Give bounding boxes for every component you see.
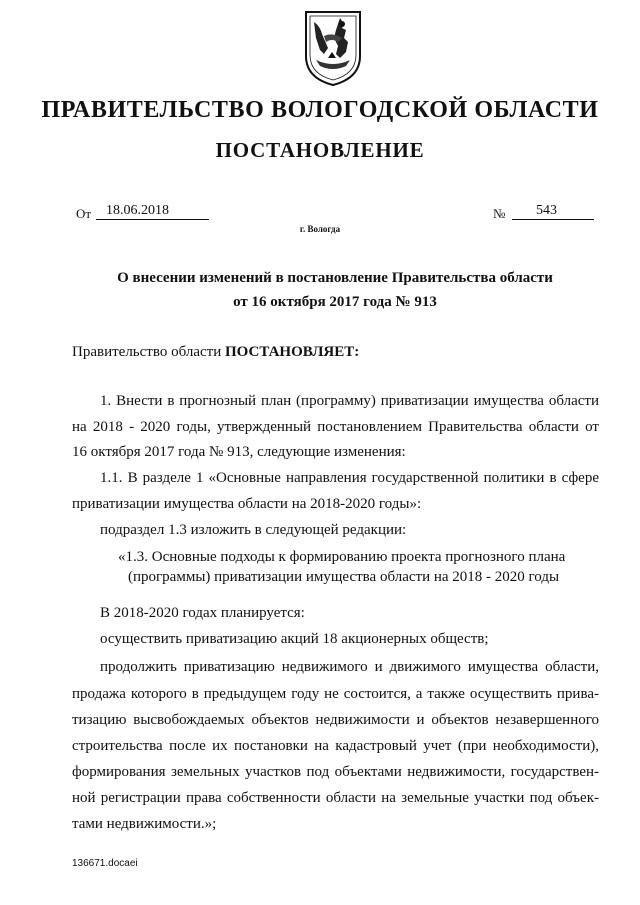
coat-of-arms-emblem — [302, 8, 364, 88]
city-label: г. Вологда — [299, 224, 341, 234]
plan-line: В 2018-2020 годах планируется: — [100, 605, 305, 621]
number-value: 543 — [512, 203, 594, 220]
preamble — [72, 343, 359, 361]
property-line-3: тизацию высвобождаемых объектов недвижимости и объектов незавершенного — [72, 712, 599, 728]
preamble-text: Правительство области — [72, 344, 225, 360]
item1-line-2: на 2018 - 2020 годы, утвержденный постановлением Правительства области от — [72, 419, 599, 435]
quote-line-1: «1.3. Основные подходы к формированию проекта прогнозного плана — [118, 549, 566, 565]
quote-line-2: (программы) приватизации имущества области на 2018 - 2020 годы — [128, 569, 560, 585]
property-line-5: формирования земельных участков под объектами недвижимости, государствен- — [72, 764, 599, 780]
property-line-2: продажа которого в предыдущем году не состоится, а также осуществить прива- — [72, 686, 599, 702]
preamble-bold: ПОСТАНОВЛЯЕТ: — [224, 344, 360, 360]
file-code: 136671.docaei — [72, 858, 138, 869]
item11-line-1: 1.1. В разделе 1 «Основные направления государственной политики в сфере — [100, 470, 599, 486]
property-line-1: продолжить приватизацию недвижимого и движимого имущества области, — [100, 659, 599, 675]
subsection-line: подраздел 1.3 изложить в следующей редакции: — [100, 522, 407, 538]
document-title — [60, 266, 610, 314]
document-type: ПОСТАНОВЛЕНИЕ — [215, 138, 425, 162]
property-line-7: тами недвижимости.»; — [72, 816, 217, 832]
property-line-6: ной регистрации права собственности области на земельные участки под объек- — [72, 790, 599, 806]
item11-line-2: приватизации имущества области на 2018-2020 годы»: — [72, 496, 422, 512]
item1-line-3: 16 октября 2017 года № 913, следующие изменения: — [72, 444, 406, 460]
shares-line: осуществить приватизацию акций 18 акционерных обществ; — [100, 631, 489, 647]
property-line-4: строительства после их постановки на кадастровый учет (при необходимости), — [72, 738, 599, 754]
organization-name: ПРАВИТЕЛЬСТВО ВОЛОГОДСКОЙ ОБЛАСТИ — [41, 97, 599, 123]
number-label: № — [493, 206, 506, 221]
date-label: От — [76, 206, 92, 221]
title-line-1: О внесении изменений в постановление Правительства области — [117, 270, 553, 286]
title-line-2: от 16 октября 2017 года № 913 — [233, 294, 437, 310]
date-value: 18.06.2018 — [96, 203, 209, 220]
item1-line-1: 1. Внести в прогнозный план (программу) приватизации имущества области — [100, 393, 599, 409]
